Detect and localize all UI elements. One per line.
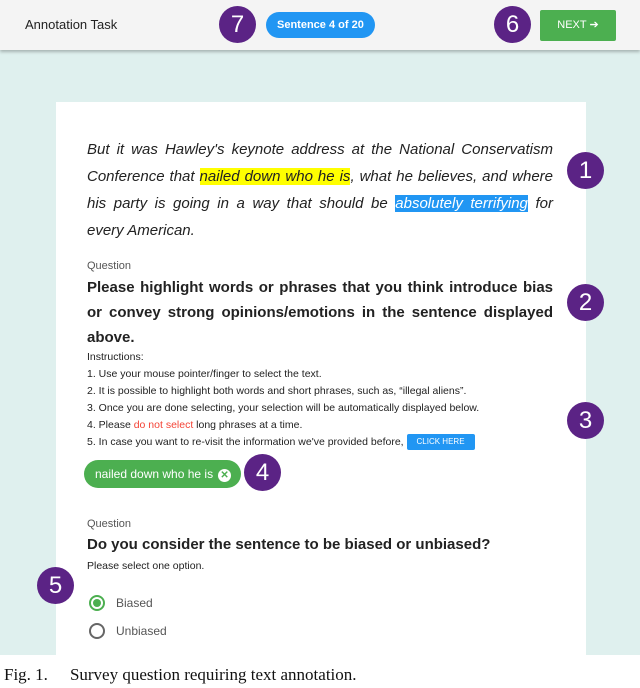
instructions — [87, 349, 479, 451]
radio-unbiased[interactable] — [89, 623, 167, 639]
close-icon[interactable]: ✕ — [218, 469, 231, 482]
sentence-part: for every American. — [87, 195, 553, 239]
radio-unchecked-icon[interactable] — [89, 623, 105, 639]
text: 4. Please — [87, 419, 134, 431]
radio-label: Biased — [116, 596, 153, 610]
highlight-selection[interactable]: absolutely terrifying — [395, 195, 528, 212]
radio-checked-icon[interactable] — [89, 595, 105, 611]
sentence-part: , what he believes, and where his party is going in a way that should be — [87, 168, 553, 212]
radio-biased[interactable] — [89, 595, 153, 611]
app-title: Annotation Task — [25, 17, 118, 32]
text: 5. In case you want to re-visit the information we've provided before, — [87, 436, 407, 448]
text: long phrases at a time. — [193, 419, 303, 431]
question-text: Do you consider the sentence to be biased or unbiased? — [87, 536, 491, 553]
instruction-item — [87, 417, 479, 434]
question-subtext: Please select one option. — [87, 560, 205, 572]
caption-number: Fig. 1. — [4, 665, 48, 684]
sentence-part: But it was Hawley's keynote address at the National Conservatism Conference that — [87, 141, 553, 185]
annotation-marker: 4 — [244, 454, 281, 491]
annotation-marker: 5 — [37, 567, 74, 604]
instruction-item — [87, 434, 479, 451]
warning-text: do not select — [133, 419, 194, 431]
task-card — [56, 102, 586, 655]
radio-label: Unbiased — [116, 624, 167, 638]
annotation-marker: 6 — [494, 6, 531, 43]
instruction-item: 3. Once you are done selecting, your selection will be automatically displayed below. — [87, 402, 480, 414]
question-label: Question — [87, 518, 132, 530]
sentence-text[interactable] — [87, 136, 553, 244]
selection-chip — [84, 460, 241, 488]
instructions-title: Instructions: — [87, 351, 144, 363]
annotation-marker: 1 — [567, 152, 604, 189]
annotation-marker: 3 — [567, 402, 604, 439]
annotation-marker: 2 — [567, 284, 604, 321]
click-here-button[interactable]: CLICK HERE — [407, 434, 475, 450]
question-text: Please highlight words or phrases that you think introduce bias or convey strong opinions/emotions in the sentence displayed above. — [87, 279, 553, 346]
next-button[interactable]: NEXT ➔ — [540, 10, 616, 41]
instruction-item: 2. It is possible to highlight both words and short phrases, such as, “illegal aliens”. — [87, 385, 467, 397]
highlight-yellow[interactable]: nailed down who he is — [199, 168, 351, 185]
question-label: Question — [87, 260, 132, 272]
figure-caption — [4, 665, 357, 685]
sentence-counter-badge: Sentence 4 of 20 — [266, 12, 375, 38]
chip-label: nailed down who he is — [95, 467, 214, 481]
caption-text: Survey question requiring text annotation. — [69, 665, 357, 684]
annotation-marker: 7 — [219, 6, 256, 43]
instruction-item: 1. Use your mouse pointer/finger to select the text. — [87, 368, 322, 380]
header — [0, 0, 640, 50]
